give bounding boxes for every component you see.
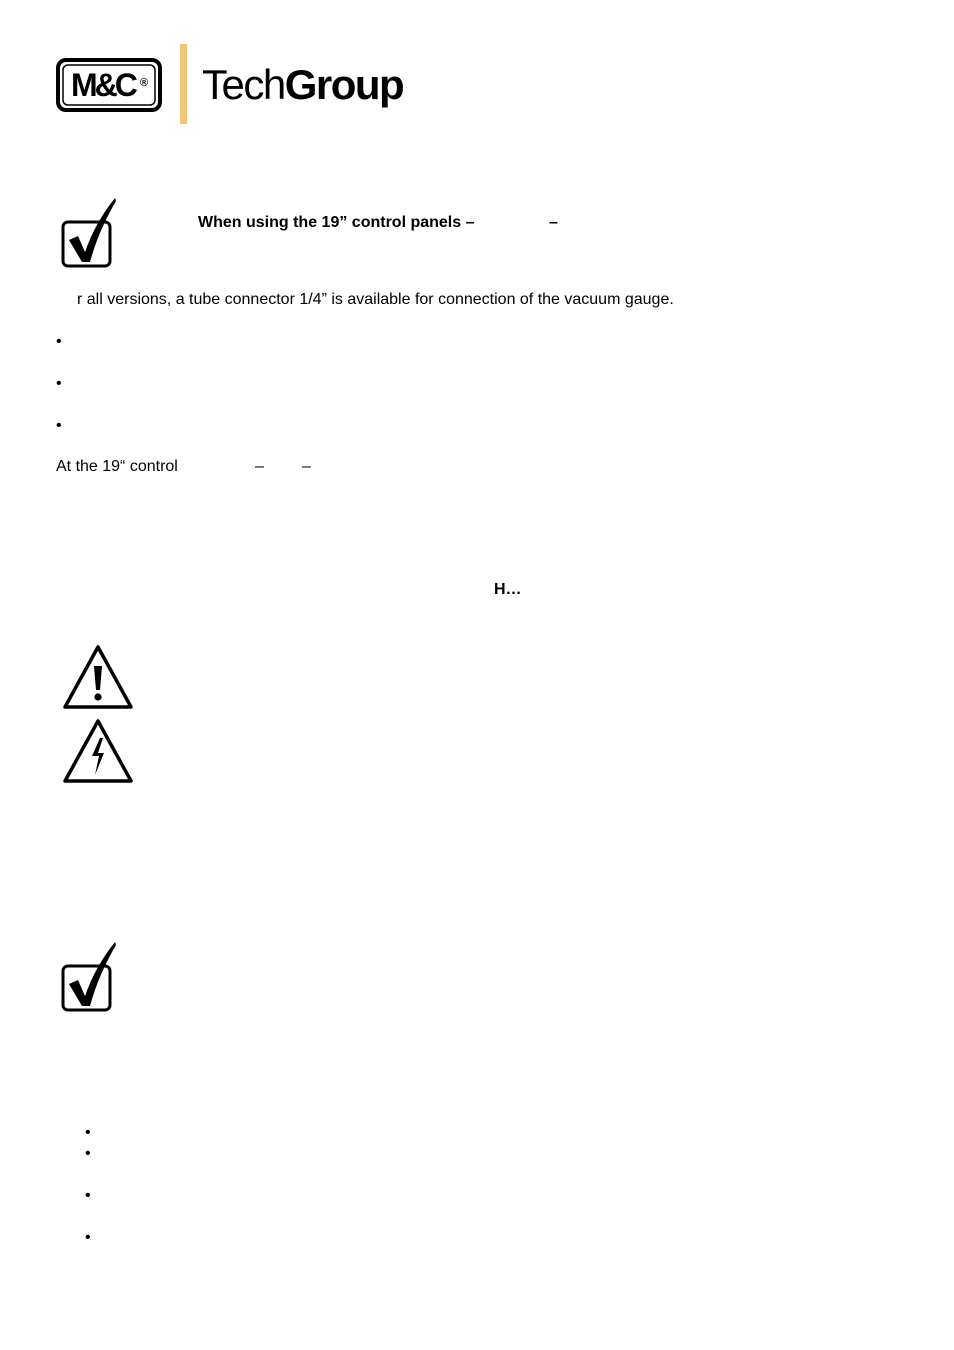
checkbox-check-icon	[60, 940, 120, 1016]
control-dash: –	[255, 458, 264, 475]
tube-connector-text: r all versions, a tube connector 1/4” is available for connection of the vacuum gauge.	[77, 291, 674, 308]
list-bullet: •	[56, 375, 62, 392]
list-bullet: •	[85, 1124, 91, 1141]
list-bullet: •	[85, 1145, 91, 1162]
note-heading: When using the 19” control panels –	[198, 214, 475, 231]
list-bullet: •	[85, 1187, 91, 1204]
control-dash: –	[302, 458, 311, 475]
list-bullet: •	[85, 1229, 91, 1246]
registered-mark: ®	[140, 77, 149, 89]
logo-divider	[180, 44, 187, 124]
brand-logo-text: M&C	[71, 67, 135, 103]
note-heading-dash: –	[549, 214, 558, 231]
brand-logo	[56, 58, 162, 112]
section-fragment-heading: H…	[494, 581, 522, 598]
high-voltage-warning-icon	[62, 718, 134, 784]
list-bullet: •	[56, 333, 62, 350]
techgroup-wordmark	[202, 60, 403, 110]
wordmark-group: Group	[284, 61, 404, 108]
control-panel-text: At the 19“ control	[56, 458, 178, 475]
exclamation-warning-icon	[62, 644, 134, 710]
checkbox-check-icon	[60, 196, 120, 272]
wordmark-tech: Tech	[202, 61, 285, 108]
list-bullet: •	[56, 417, 62, 434]
